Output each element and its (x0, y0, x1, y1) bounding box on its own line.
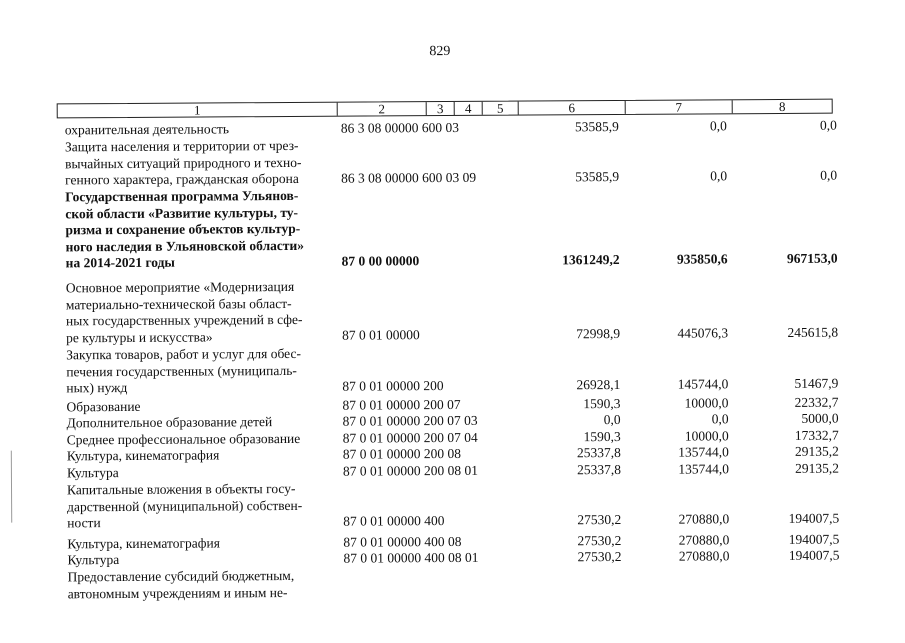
row-value-col7: 0,0 (711, 411, 729, 427)
row-value-col7: 270880,0 (678, 548, 730, 564)
row-name-line: Культура (66, 465, 119, 481)
row-value-col8: 194007,5 (788, 510, 840, 526)
row-name-line: Культура (67, 552, 120, 568)
row-value-col6: 1361249,2 (562, 251, 620, 268)
row-name (68, 568, 344, 603)
row-name-line: ного наследия в Ульяновской области» (65, 237, 305, 254)
row-name (65, 138, 341, 189)
row-name (65, 188, 341, 272)
row-name-line: ных) нужд (66, 379, 128, 396)
row-value-col6: 1590,3 (583, 395, 621, 412)
header-col-6: 6 (519, 101, 626, 115)
row-value-col8: 245615,8 (787, 324, 839, 340)
table-row (1, 531, 905, 552)
row-name (66, 279, 342, 347)
row-value-col7 (630, 565, 730, 566)
row-name-line: на 2014-2021 годы (65, 254, 175, 271)
row-name-line: вычайных ситуаций природного и техно- (64, 154, 302, 171)
row-name-line: Закупка товаров, работ и услуг для обес- (66, 345, 301, 363)
row-name (67, 464, 343, 482)
row-value-col8 (740, 565, 840, 566)
row-value-col7: 445076,3 (677, 325, 729, 341)
row-name-line: генного характера, гражданская оборона (65, 170, 299, 188)
row-code: 87 0 01 00000 200 (342, 378, 444, 394)
row-value-col6: 0,0 (603, 411, 621, 428)
row-value-col8: 0,0 (820, 167, 838, 183)
row-value-col8: 5000,0 (801, 410, 839, 426)
table-row (0, 117, 904, 138)
row-value-col7: 0,0 (709, 118, 727, 134)
row-value-col7: 0,0 (710, 168, 728, 184)
row-value-col6: 53585,9 (575, 168, 620, 185)
row-value-col8: 22332,7 (794, 394, 839, 410)
row-name-line: дарственной (муниципальной) собствен- (67, 497, 303, 514)
row-name-line: ности (67, 515, 101, 531)
row-name-line: материально-технической базы област- (65, 295, 292, 312)
row-value-col8: 29135,2 (794, 460, 839, 476)
row-value-col8: 967153,0 (786, 250, 838, 266)
row-name-line: Капитальные вложения в объекты госу- (66, 480, 296, 498)
row-name-line: Образование (66, 398, 141, 415)
row-name (67, 414, 343, 432)
row-code: 87 0 01 00000 (342, 327, 420, 343)
row-code: 87 0 00 00000 (341, 253, 420, 269)
table-row (0, 275, 905, 345)
row-code: 87 0 01 00000 200 07 04 (342, 429, 478, 446)
row-code: 86 3 08 00000 600 03 09 (341, 169, 477, 186)
row-value-col6: 1590,3 (583, 428, 621, 445)
row-value-col6: 26928,1 (576, 376, 621, 393)
row-value-col7: 10000,0 (684, 395, 729, 411)
row-name-line: ской области «Развитие культуры, ту- (65, 204, 299, 221)
header-col-7: 7 (626, 100, 733, 114)
header-col-3: 3 (427, 102, 455, 115)
row-name-line: ных государственных учреждений в сфе- (65, 311, 303, 329)
header-col-4: 4 (455, 102, 483, 115)
row-name (67, 481, 343, 532)
table-header (57, 99, 833, 119)
row-code: 87 0 01 00000 200 08 01 (342, 462, 478, 479)
row-name-line: ризма и сохранение объектов культур- (65, 220, 301, 238)
row-code: 87 0 01 00000 400 08 01 (343, 549, 479, 566)
row-value-col7: 270880,0 (678, 532, 730, 548)
row-code: 87 0 01 00000 400 08 (343, 533, 462, 550)
row-value-col7: 10000,0 (684, 428, 729, 444)
row-value-col6: 27530,2 (577, 511, 622, 528)
row-value-col6: 72998,9 (576, 325, 621, 342)
row-name-line: Государственная программа Ульянов- (65, 187, 299, 205)
row-name-line: ре культуры и искусства» (66, 328, 213, 345)
row-value-col6: 27530,2 (577, 532, 622, 549)
row-name-line: Основное мероприятие «Модернизация (65, 278, 295, 296)
page-number: 829 (429, 43, 451, 60)
row-value-col8: 0,0 (819, 117, 837, 133)
row-name (67, 551, 343, 569)
row-value-col7: 270880,0 (678, 511, 730, 527)
row-name-line: печения государственных (муниципаль- (66, 362, 297, 379)
row-value-col8: 194007,5 (788, 531, 840, 547)
row-value-col8: 17332,7 (794, 427, 839, 443)
row-name-line: Культура, кинематография (66, 447, 220, 464)
row-name (66, 346, 342, 397)
row-name (67, 447, 343, 465)
row-value-col7: 135744,0 (678, 444, 729, 460)
header-col-2: 2 (338, 102, 427, 116)
row-name-line: охранительная деятельность (64, 121, 230, 138)
row-name-line: автономным учреждениям и иным не- (67, 584, 288, 601)
scan-margin-mark (11, 451, 12, 523)
row-name-line: Дополнительное образование детей (66, 414, 273, 431)
header-col-8: 8 (778, 98, 786, 114)
row-value-col7: 145744,0 (677, 376, 729, 392)
row-value-col6 (522, 566, 622, 567)
row-code: 87 0 01 00000 200 07 03 (342, 412, 478, 429)
header-col-1: 1 (58, 103, 338, 118)
row-value-col6: 25337,8 (576, 461, 621, 478)
row-value-col6: 25337,8 (576, 444, 621, 461)
row-name-line: Предоставление субсидий бюджетным, (67, 567, 295, 585)
row-value-col7: 135744,0 (678, 461, 729, 477)
row-code: 87 0 01 00000 200 07 (342, 396, 461, 413)
row-value-col6: 27530,2 (577, 548, 622, 565)
row-code: 86 3 08 00000 600 03 (340, 119, 459, 136)
header-col-5: 5 (483, 102, 519, 115)
row-name-line: Защита населения и территории от чрез- (64, 137, 299, 155)
row-code: 87 0 01 00000 200 08 (342, 445, 461, 462)
row-value-col8: 29135,2 (794, 443, 839, 459)
row-name-line: Среднее профессиональное образование (66, 430, 301, 448)
row-code: 87 0 01 00000 400 (343, 513, 445, 529)
row-value-col8: 51467,9 (794, 375, 839, 391)
row-value-col8: 194007,5 (788, 547, 840, 563)
row-value-col6: 53585,9 (574, 118, 619, 135)
row-name (65, 121, 341, 139)
row-value-col7: 935850,6 (676, 251, 728, 267)
row-name-line: Культура, кинематография (67, 535, 220, 552)
